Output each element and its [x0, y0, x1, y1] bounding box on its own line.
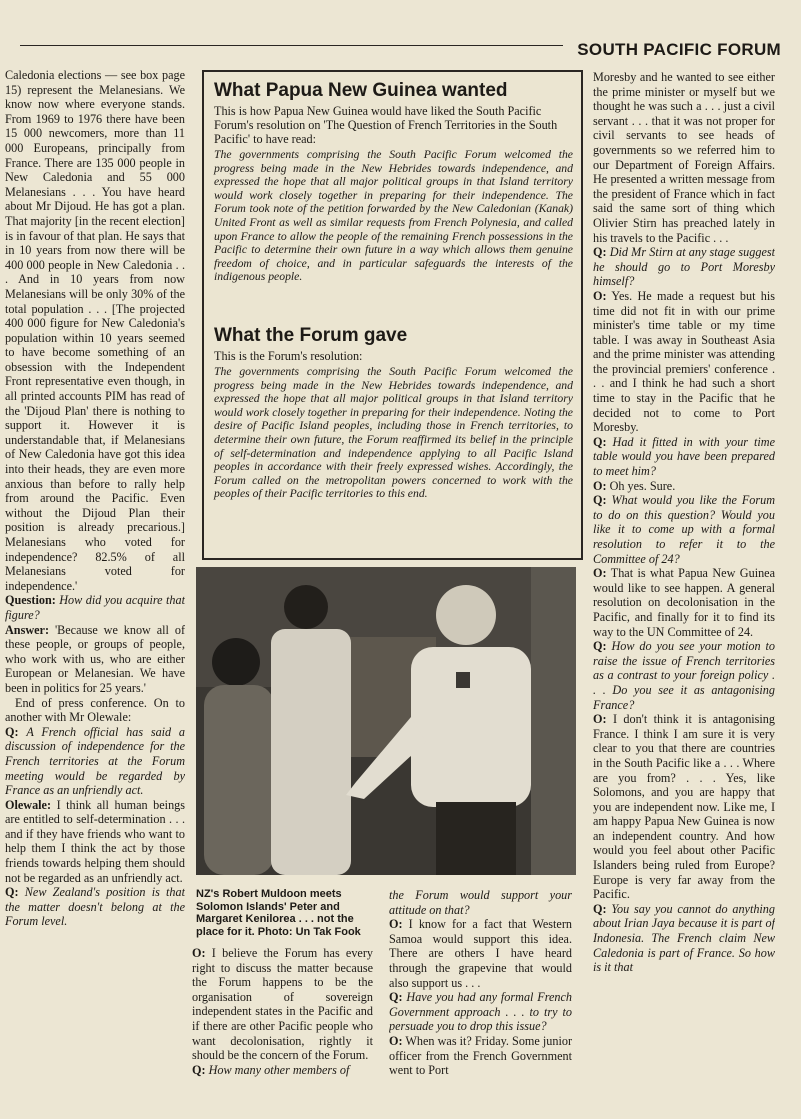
box-resolution-text: The governments comprising the South Pacific Forum welcomed the progress being made in the New Hebrides towards independence, and expressed the hope that all major political groups in that Island territory would work closely together in preparing for their independence. The Forum took note of the petition forwarded by the New Caledonian (Kanak) United Front as well as similar requests from French Polynesia, and called upon France to allow the people of the remaining French possessions in the Pacific to determine their own future in a way which allows them genuine freedom of choice, and in particular safeguards the interests of the indigenous people.	[214, 148, 573, 284]
speaker-label: Q:	[593, 493, 607, 508]
article-paragraph	[593, 902, 775, 975]
article-column-3	[593, 70, 775, 1118]
article-column-2a	[192, 946, 373, 1118]
speaker-label: O:	[593, 566, 607, 581]
paragraph-text: When was it? Friday. Some junior officer from the French Government went to Port	[389, 1033, 572, 1078]
speaker-label: Q:	[593, 434, 607, 449]
paragraph-text: How did you acquire that figure?	[5, 593, 185, 622]
paragraph-text: I know for a fact that Western Samoa would support this idea. There are others I have heard through the grapevine that would also support us . . .	[389, 917, 572, 990]
speaker-label: O:	[389, 1033, 403, 1048]
paragraph-text: I believe the Forum has every right to discuss the matter because the Forum happens to be the organisation of sovereign independent states in the Pacific and if there are other Pacific people who want decolonisation, rightly it should be the concern of the Forum.	[192, 946, 373, 1063]
article-paragraph	[593, 479, 775, 494]
article-paragraph	[5, 798, 185, 886]
paragraph-text: A French official has said a discussion of independence for the French territories at the Forum meeting would be regarded by France as an unfriendly act.	[5, 724, 185, 798]
box-intro: This is the Forum's resolution:	[214, 349, 363, 363]
box-intro: This is how Papua New Guinea would have liked the South Pacific Forum's resolution on 'The Question of French Territories in the South Pacific' to have read:	[214, 104, 558, 146]
paragraph-text: I think all human beings are entitled to self-determination . . . and if they have friends who want to help them I think the act by those friends towards helping them should not be regarded as an unfriendly act.	[5, 797, 185, 885]
article-paragraph	[593, 712, 775, 902]
article-paragraph	[593, 289, 775, 435]
speaker-label: Q:	[192, 1062, 206, 1077]
article-column-2b	[389, 888, 572, 1118]
article-paragraph	[389, 990, 572, 1034]
paragraph-text: the Forum would support your attitude on that?	[389, 888, 572, 917]
article-paragraph	[593, 566, 775, 639]
paragraph-text: That is what Papua New Guinea would like to see happen. A general resolution on decolonisation in the Pacific, and finally for it to find its way to the UN Committee of 24.	[593, 566, 775, 639]
box-forum-gave	[214, 325, 573, 501]
article-paragraph	[192, 946, 373, 1063]
article-paragraph	[389, 1034, 572, 1078]
speaker-label: Q:	[389, 990, 403, 1005]
speaker-label: Answer:	[5, 622, 50, 637]
speaker-label: Q:	[5, 724, 19, 739]
paragraph-text: Have you had any formal French Government approach . . . to try to persuade you to drop this issue?	[389, 990, 572, 1034]
box-title: What Papua New Guinea wanted	[214, 80, 508, 101]
article-paragraph	[192, 1063, 373, 1078]
paragraph-text: I don't think it is antagonising France. I think I am sure it is very clear to you that there are countries in the South Pacific like a . . . Where are you from? . . . Yes, like Solomons, and you are happy that you are independent now. Like me, I am happy Papua New Guinea is now an independent country. And how would you feel about other Pacific Islanders being ruled from Europe? Europe is very far away from the Pacific.	[593, 712, 775, 902]
box-png-wanted	[214, 80, 573, 284]
paragraph-text: Moresby and he wanted to see either the prime minister or myself but we thought he was such a . . . just a civil servant . . . that it was not proper for civil servants to see heads of governments so we referred him to our Department of Foreign Affairs. He presented a written message from the president of France which in fact said the same sort of thing which Olivier Stirn has preached lately in his travels to the Pacific . . .	[593, 70, 775, 245]
paragraph-text: How many other members of	[208, 1062, 350, 1077]
paragraph-text: What would you like the Forum to do on this question? Would you like it to come up with a formal resolution to refer it to the Committee of 24?	[593, 493, 775, 566]
article-paragraph	[593, 435, 775, 479]
photo-caption: NZ's Robert Muldoon meets Solomon Islands' Peter and Margaret Kenilorea . . . not the place for it. Photo: Un Tak Fook	[196, 888, 361, 938]
speaker-label: Q:	[593, 245, 607, 260]
article-paragraph	[5, 725, 185, 798]
paragraph-text: New Zealand's position is that the matter doesn't belong at the Forum level.	[5, 885, 185, 929]
paragraph-text: 'Because we know all of these people, or groups of people, who work with us, who are either European or Melanesian. We have been in politics for 25 years.'	[5, 622, 185, 695]
article-paragraph	[389, 917, 572, 990]
article-paragraph	[5, 696, 185, 725]
article-paragraph	[389, 888, 572, 917]
speaker-label: O:	[593, 288, 607, 303]
article-paragraph	[5, 623, 185, 696]
paragraph-text: Oh yes. Sure.	[609, 478, 676, 493]
section-header	[0, 38, 801, 64]
speaker-label: Q:	[593, 639, 607, 654]
photo-illustration	[196, 567, 576, 875]
article-paragraph	[593, 493, 775, 566]
article-paragraph	[593, 245, 775, 289]
paragraph-text: Caledonia elections — see box page 15) represent the Melanesians. We know now where everyone stands. From 1969 to 1976 there have been 15 000 newcomers, more than 11 000 Europeans, principally from France. There are 135 000 people in New Caledonia and 55 000 Melanesians . . . You have heard about Mr Dijoud. He has got a plan. That majority [in the recent election] is in favour of that plan. He says that in 10 years from now there will be 400 000 people in New Caledonia . . . And in 10 years from now Melanesians will be only 30% of the total population . . . [The projected 400 000 figure for New Caledonia's population within 10 years seemed to have become something of an obsession with the Independent Front representative even though, in all printed accounts PIM has read of the 'Dijoud Plan' there is nothing to support it. However it is understandable that, if Melanesians of New Caledonia have got this idea into their heads, they are even more anxious than before to rally help from around the Pacific. Even without the Dijoud Plan their position is already precarious.] Melanesians who voted for independence? 82.5% of all Melanesians voted for independence.'	[5, 68, 185, 593]
box-title: What the Forum gave	[214, 325, 408, 346]
article-paragraph	[5, 68, 185, 593]
speaker-label: O:	[593, 478, 607, 493]
article-paragraph	[593, 70, 775, 245]
speaker-label: Q:	[5, 885, 19, 900]
article-column-1	[5, 68, 185, 1118]
paragraph-text: End of press conference. On to another with Mr Olewale:	[5, 695, 185, 725]
photo-muldoon-kenilorea	[196, 567, 576, 875]
paragraph-text: Did Mr Stirn at any stage suggest he should go to Port Moresby himself?	[593, 245, 775, 289]
speaker-label: Q:	[593, 901, 607, 916]
speaker-label: O:	[389, 917, 403, 932]
paragraph-text: How do you see your motion to raise the issue of French territories as a contrast to your foreign policy . . . Do you see it as antagonising France?	[593, 639, 775, 712]
paragraph-text: Had it fitted in with your time table would you have been prepared to meet him?	[593, 434, 775, 479]
speaker-label: O:	[192, 946, 206, 960]
speaker-label: Question:	[5, 593, 56, 608]
paragraph-text: You say you cannot do anything about Irian Jaya because it is part of Indonesia. The French claim New Caledonia is part of France. So how is it that	[593, 901, 775, 975]
speaker-label: O:	[593, 712, 607, 727]
resolution-boxes	[202, 70, 583, 560]
article-paragraph	[5, 593, 185, 622]
speaker-label: Olewale:	[5, 797, 52, 812]
article-paragraph	[593, 639, 775, 712]
article-paragraph	[5, 885, 185, 929]
box-resolution-text: The governments comprising the South Pacific Forum welcomed the progress being made in the New Hebrides towards independence, and expressed the hope that all major political groups in that Island territory would work closely together in preparing for their independence. Noting the desire of Pacific Island peoples, including those in French territories, to determine their own future, the Forum reaffirmed its belief in the principle of self-determination and independence applying to all Pacific Island peoples in accordance with their freely expressed wishes. Accordingly, the Forum called on the metropolitan powers concerned to work with the peoples of their Pacific territories to this end.	[214, 365, 573, 501]
paragraph-text: Yes. He made a request but his time did not fit in with our prime minister's time table or my time table. I was away in Southeast Asia and the prime minister was attending the provincial premiers' conference . . . and I think he had such a short time to stay in the Pacific that he decided not to come to Port Moresby.	[593, 288, 775, 435]
header-rule	[20, 45, 563, 46]
section-title: SOUTH PACIFIC FORUM	[577, 40, 781, 59]
